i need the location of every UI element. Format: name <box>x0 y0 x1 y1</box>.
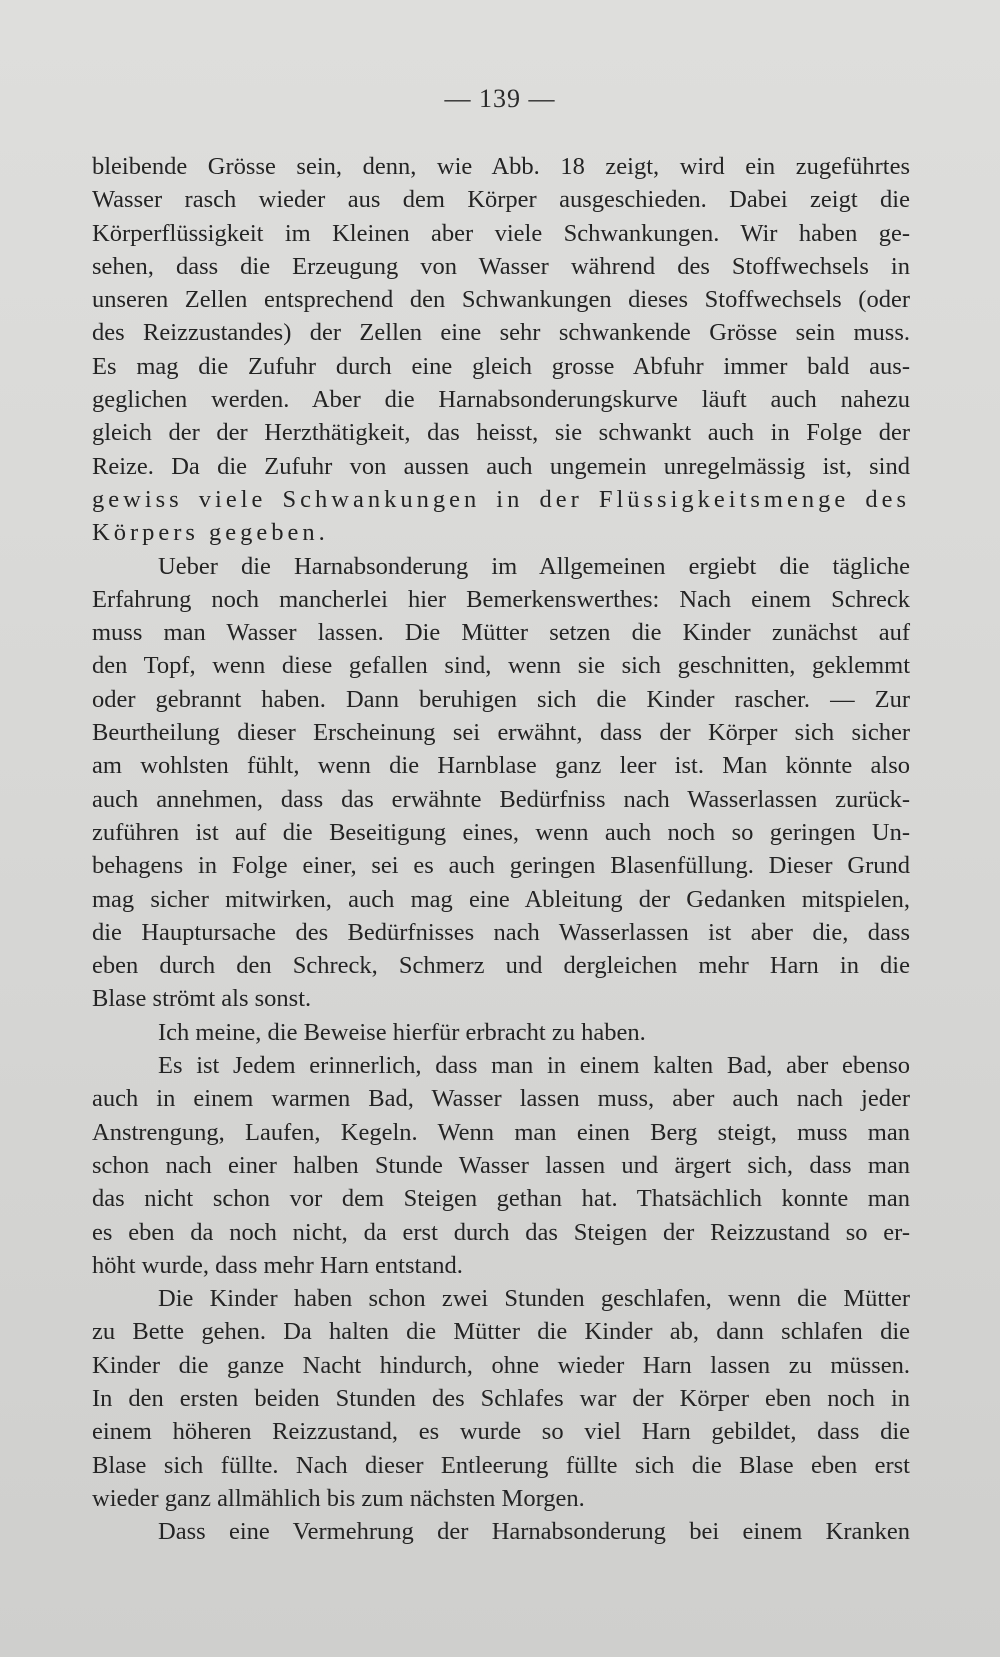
paragraph-start: Dass eine Vermehrung der Harnabsonderung bei einem Kranken <box>158 1518 910 1546</box>
text-line: des Reizzustandes) der Zellen eine sehr schwankende Grösse sein muss. <box>92 319 910 347</box>
body-text <box>92 150 910 1548</box>
text-line: Wasser rasch wieder aus dem Körper ausgeschieden. Dabei zeigt die <box>92 186 910 214</box>
text-line: In den ersten beiden Stunden des Schlafes war der Körper eben noch in <box>92 1384 910 1412</box>
text-line: sehen, dass die Erzeugung von Wasser während des Stoffwechsels in <box>92 252 910 280</box>
text-line: gleich der der Herzthätigkeit, das heisst, sie schwankt auch in Folge der <box>92 419 910 447</box>
paragraph-start: Ueber die Harnabsonderung im Allgemeinen ergiebt die tägliche <box>158 552 910 580</box>
text-line: bleibende Grösse sein, denn, wie Abb. 18 zeigt, wird ein zugeführtes <box>92 153 910 180</box>
paragraph-start: Es ist Jedem erinnerlich, dass man in einem kalten Bad, aber ebenso <box>158 1052 910 1080</box>
text-line: es eben da noch nicht, da erst durch das Steigen der Reizzustand so er- <box>92 1218 910 1246</box>
text-line: eben durch den Schreck, Schmerz und dergleichen mehr Harn in die <box>92 952 910 980</box>
text-line: mag sicher mitwirken, auch mag eine Ableitung der Gedanken mitspielen, <box>92 885 910 913</box>
text-line: Blase sich füllte. Nach dieser Entleerung füllte sich die Blase eben erst <box>92 1451 910 1479</box>
text-line: Erfahrung noch mancherlei hier Bemerkenswerthes: Nach einem Schreck <box>92 585 910 613</box>
text-line-spaced: Körpers gegeben. <box>92 519 329 547</box>
text-line: Blase strömt als sonst. <box>92 985 312 1013</box>
text-line: Es mag die Zufuhr durch eine gleich grosse Abfuhr immer bald aus- <box>92 352 910 380</box>
text-line: unseren Zellen entsprechend den Schwankungen dieses Stoffwechsels (oder <box>92 286 910 314</box>
text-line: oder gebrannt haben. Dann beruhigen sich die Kinder rascher. — Zur <box>92 685 910 713</box>
page-number: — 139 — <box>444 84 556 113</box>
text-line: Körperflüssigkeit im Kleinen aber viele Schwankungen. Wir haben ge- <box>92 219 910 247</box>
text-line: muss man Wasser lassen. Die Mütter setzen die Kinder zunächst auf <box>92 619 910 647</box>
text-line: wieder ganz allmählich bis zum nächsten Morgen. <box>92 1484 585 1512</box>
text-line: höht wurde, dass mehr Harn entstand. <box>92 1251 463 1279</box>
text-line: geglichen werden. Aber die Harnabsonderungskurve läuft auch nahezu <box>92 386 910 414</box>
text-line: einem höheren Reizzustand, es wurde so viel Harn gebildet, dass die <box>92 1418 910 1446</box>
text-line: das nicht schon vor dem Steigen gethan hat. Thatsächlich konnte man <box>92 1185 910 1213</box>
text-line: am wohlsten fühlt, wenn die Harnblase ganz leer ist. Man könnte also <box>92 752 910 780</box>
text-line: Kinder die ganze Nacht hindurch, ohne wieder Harn lassen zu müssen. <box>92 1351 910 1379</box>
text-line: auch annehmen, dass das erwähnte Bedürfniss nach Wasserlassen zurück- <box>92 785 910 813</box>
text-line: die Hauptursache des Bedürfnisses nach Wasserlassen ist aber die, dass <box>92 918 910 946</box>
text-line: behagens in Folge einer, sei es auch geringen Blasenfüllung. Dieser Grund <box>92 852 910 880</box>
text-line: zu Bette gehen. Da halten die Mütter die Kinder ab, dann schlafen die <box>92 1318 910 1346</box>
text-line: zuführen ist auf die Beseitigung eines, wenn auch noch so geringen Un- <box>92 818 910 846</box>
text-line-spaced: gewiss viele Schwankungen in der Flüssigkeitsmenge des <box>92 485 910 513</box>
text-line: auch in einem warmen Bad, Wasser lassen muss, aber auch nach jeder <box>92 1085 910 1113</box>
text-line: schon nach einer halben Stunde Wasser lassen und ärgert sich, dass man <box>92 1151 910 1179</box>
text-line: Reize. Da die Zufuhr von aussen auch ungemein unregelmässig ist, sind <box>92 452 910 480</box>
text-line: den Topf, wenn diese gefallen sind, wenn sie sich geschnitten, geklemmt <box>92 652 910 680</box>
paragraph-start: Ich meine, die Beweise hierfür erbracht zu haben. <box>158 1018 646 1046</box>
text-line: Beurtheilung dieser Erscheinung sei erwähnt, dass der Körper sich sicher <box>92 719 910 747</box>
paragraph-start: Die Kinder haben schon zwei Stunden geschlafen, wenn die Mütter <box>158 1285 910 1313</box>
text-line: Anstrengung, Laufen, Kegeln. Wenn man einen Berg steigt, muss man <box>92 1118 910 1146</box>
